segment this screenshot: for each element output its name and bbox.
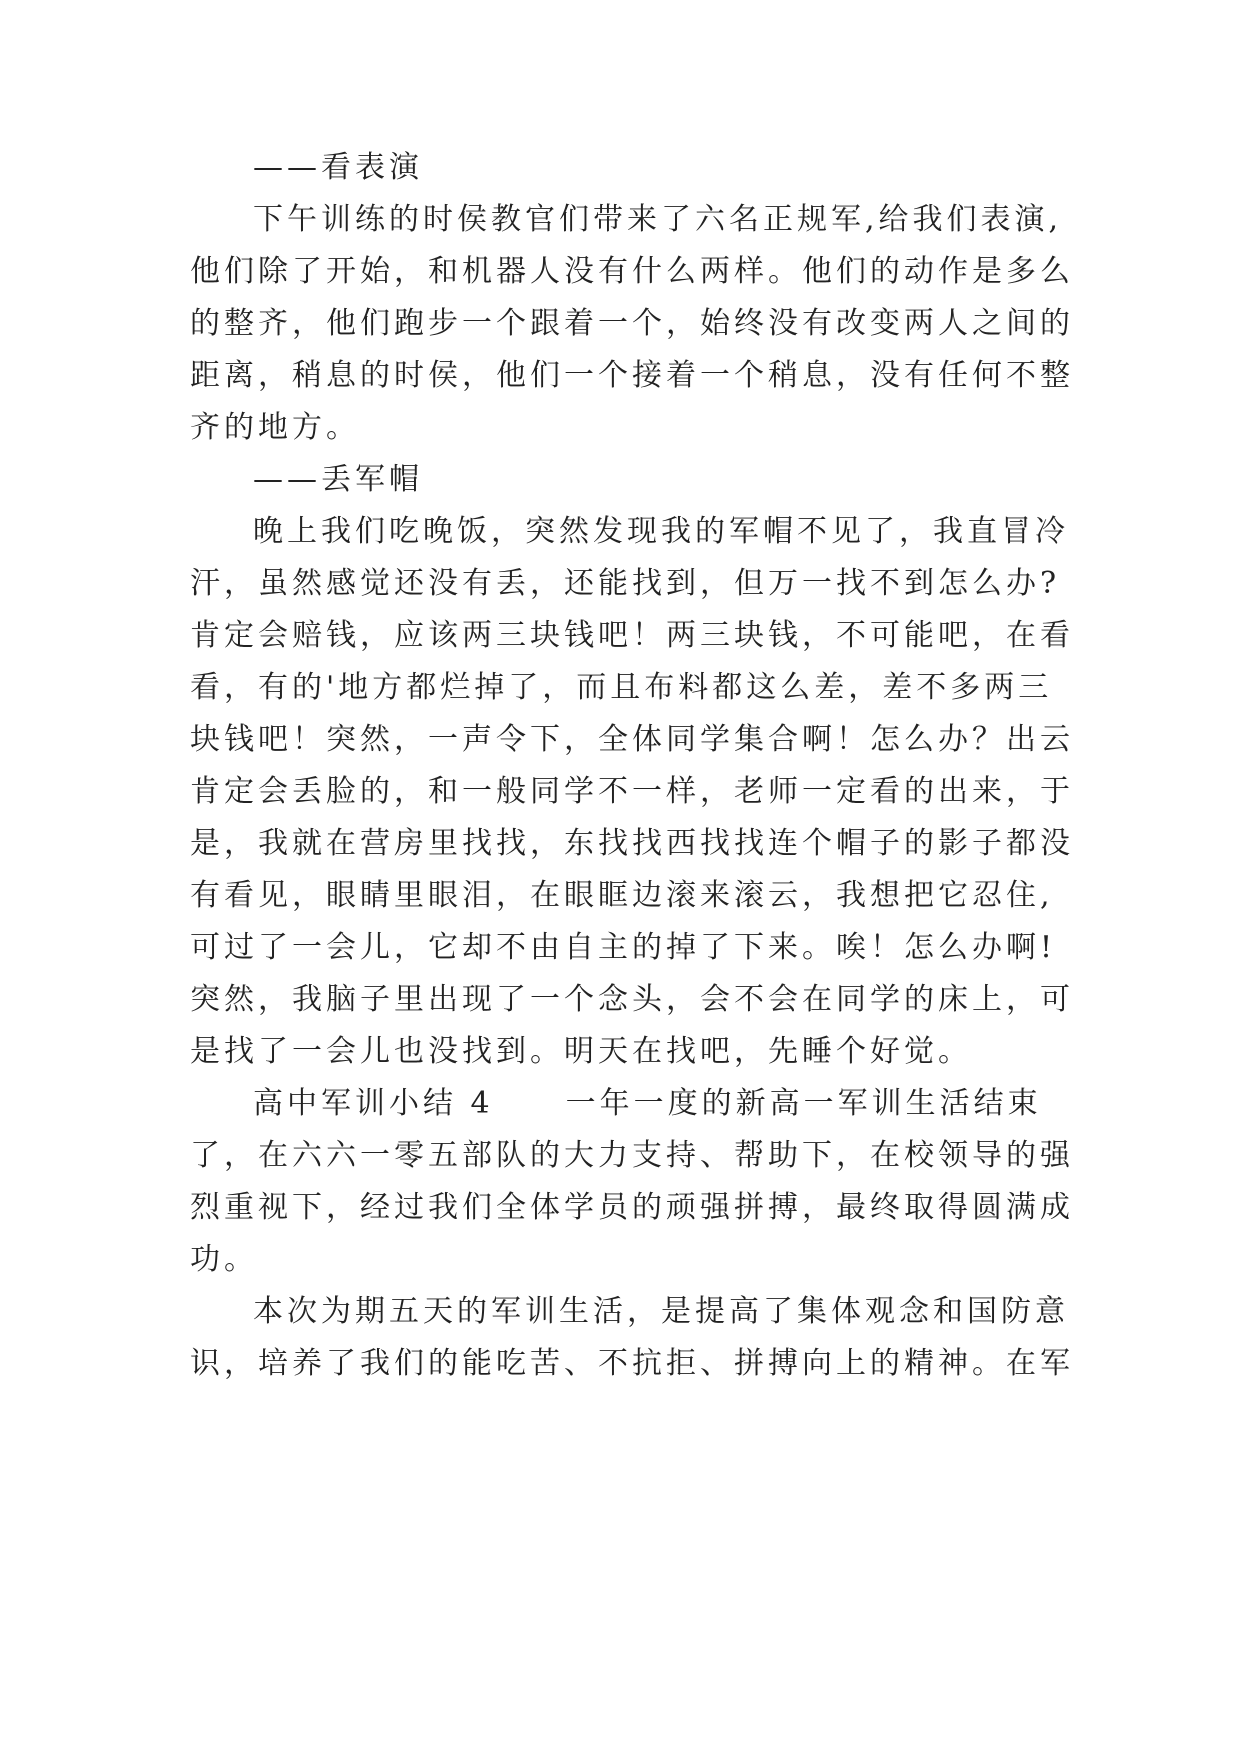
paragraph-line: 功。 [190, 1242, 258, 1277]
paragraph-line-start: 一年一度的新高一军训生活结束 [565, 1086, 1042, 1121]
paragraph-line: 的整齐，他们跑步一个跟着一个，始终没有改变两人之间的 [190, 306, 1074, 341]
subheading-lost-cap: ——丢军帽 [253, 462, 423, 497]
paragraph-line: 看，有的'地方都烂掉了，而且布料都这么差，差不多两三 [190, 670, 1053, 705]
section-heading: 高中军训小结 4 [253, 1086, 494, 1121]
subheading-watch-performance: ——看表演 [253, 150, 423, 185]
paragraph-line: 有看见，眼睛里眼泪，在眼眶边滚来滚云，我想把它忍住, [190, 878, 1054, 913]
paragraph-line: 是找了一会儿也没找到。明天在找吧，先睡个好觉。 [190, 1034, 972, 1069]
paragraph-line: 块钱吧！突然，一声令下，全体同学集合啊！怎么办？出云 [190, 722, 1074, 757]
section-heading-line [253, 1084, 1042, 1124]
paragraph-line: 距离，稍息的时侯，他们一个接着一个稍息，没有任何不整 [190, 358, 1074, 393]
paragraph-line: 识，培养了我们的能吃苦、不抗拒、拼搏向上的精神。在军 [190, 1346, 1074, 1381]
paragraph-line: 突然，我脑子里出现了一个念头，会不会在同学的床上，可 [190, 982, 1074, 1017]
paragraph-line: 下午训练的时侯教官们带来了六名正规军,给我们表演, [253, 202, 1063, 237]
paragraph-line: 汗，虽然感觉还没有丢，还能找到，但万一找不到怎么办? [190, 566, 1061, 601]
paragraph-line: 了，在六六一零五部队的大力支持、帮助下，在校领导的强 [190, 1138, 1074, 1173]
paragraph-line: 本次为期五天的军训生活，是提高了集体观念和国防意 [253, 1294, 1069, 1329]
paragraph-line: 肯定会丢脸的，和一般同学不一样，老师一定看的出来，于 [190, 774, 1074, 809]
paragraph-line: 是，我就在营房里找找，东找找西找找连个帽子的影子都没 [190, 826, 1074, 861]
paragraph-line: 晚上我们吃晚饭，突然发现我的军帽不见了，我直冒冷 [253, 514, 1069, 549]
paragraph-line: 齐的地方。 [190, 410, 360, 445]
paragraph-line: 烈重视下，经过我们全体学员的顽强拼搏，最终取得圆满成 [190, 1190, 1074, 1225]
paragraph-line: 肯定会赔钱，应该两三块钱吧！两三块钱，不可能吧，在看 [190, 618, 1074, 653]
paragraph-line: 可过了一会儿，它却不由自主的掉了下来。唉！怎么办啊! [190, 930, 1057, 965]
paragraph-line: 他们除了开始，和机器人没有什么两样。他们的动作是多么 [190, 254, 1074, 289]
